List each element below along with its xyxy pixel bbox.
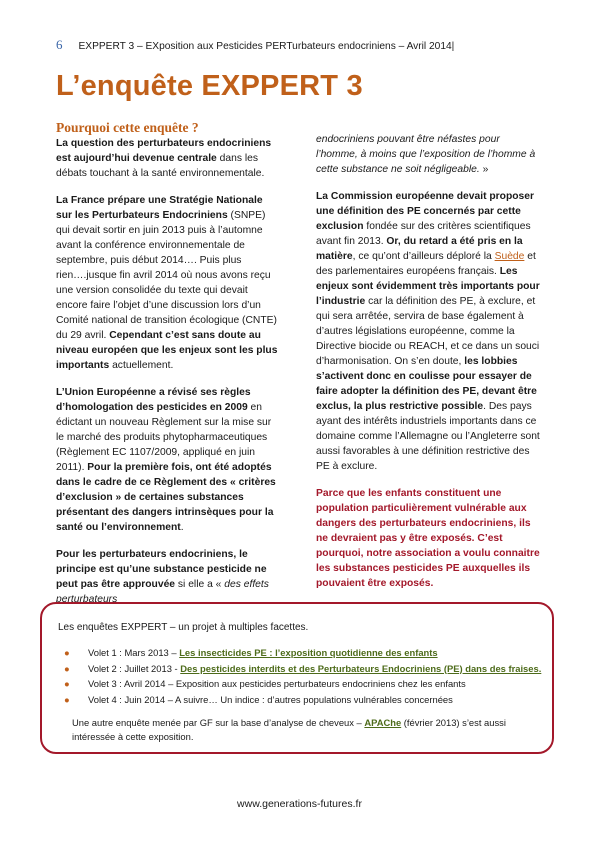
bullet-icon: ● bbox=[64, 678, 70, 689]
list-item bbox=[64, 646, 544, 662]
p1-bold: La question des perturbateurs endocriniens est aujourd’hui devenue centrale bbox=[56, 138, 272, 164]
quote-end: » bbox=[479, 164, 489, 175]
p2-bold-b: Cependant c’est sans doute au niveau européen que les enjeux sont les plus importants bbox=[56, 330, 278, 371]
bullet-icon: ● bbox=[64, 647, 70, 658]
left-column bbox=[56, 120, 281, 619]
r-text-b: , ce qu’ont d’ailleurs déploré la bbox=[352, 251, 495, 262]
p2-text-b: actuellement. bbox=[109, 360, 174, 371]
p2-bold-a: La France prépare une Stratégie Nationale sur les Perturbateurs Endocriniens bbox=[56, 195, 263, 221]
r-text-e: . Des pays ayant des intérêts industriels importants dans ce domaine comme l’Allemagne ou l’Angleterre sont aussi favorables à une définition restrictive des PE à exclure. bbox=[316, 401, 540, 472]
highlight-paragraph: Parce que les enfants constituent une population particulièrement vulnérable aux dangers des perturbateurs endocriniens, ils ne devraient pas y être exposés. C’est pourquoi, notre association a voulu connaitre les substances pesticides PE auxquelles ils pouvaient être exposés. bbox=[316, 488, 540, 589]
page-title: L’enquête EXPPERT 3 bbox=[56, 70, 363, 102]
right-column bbox=[316, 132, 541, 603]
list-item bbox=[64, 662, 544, 678]
volet-4-text: Volet 4 : Juin 2014 – A suivre… Un indice : d’autres populations vulnérables concernées bbox=[88, 693, 453, 705]
r-bold-d: les lobbies s’activent donc en coulisse pour essayer de faire adopter la définition des PE, devant être exclus, la plus restrictive possible bbox=[316, 356, 537, 412]
foot-text-b: (février 2013) s’est aussi intéressée à cette exposition. bbox=[72, 717, 506, 742]
paragraph-1 bbox=[56, 136, 281, 181]
p3-text-a: en édictant un nouveau Règlement sur la mise sur le marché des produits phytopharmaceutiques (Règlement EC 1107/2009, appliqué en juin 2011). bbox=[56, 402, 272, 473]
paragraph-4 bbox=[56, 547, 281, 607]
quote-italic: endocriniens pouvant être néfastes pour l’homme, à moins que l’exposition de l’homme à cette substance ne soit négligeable. bbox=[316, 134, 536, 175]
foot-text-a: Une autre enquête menée par GF sur la base d’analyse de cheveux – bbox=[72, 717, 365, 728]
r-bold-b: Or, du retard a été pris en la matière bbox=[316, 236, 523, 262]
running-header bbox=[56, 37, 556, 53]
volet-3-text: Volet 3 : Avril 2014 – Exposition aux pesticides perturbateurs endocriniens chez les enfants bbox=[88, 678, 466, 689]
p4-text: si elle a « bbox=[175, 579, 225, 590]
paragraph-2 bbox=[56, 193, 281, 373]
volet-list bbox=[64, 646, 544, 708]
box-intro: Les enquêtes EXPPERT – un projet à multiples facettes. bbox=[58, 622, 309, 633]
volet-2-prefix: Volet 2 : Juillet 2013 - bbox=[88, 662, 181, 674]
p1-text: dans les débats touchant à la santé environnementale. bbox=[56, 153, 265, 179]
bullet-icon: ● bbox=[64, 693, 70, 705]
r-text-d: car la définition des PE, à exclure, et qui sera arrêtée, servira de base également à d’autres législations européenne, comme la Directive biocide ou REACH, et ce dans un souci d’harmonisation. On s’en doute, bbox=[316, 296, 540, 367]
quote-continuation bbox=[316, 132, 541, 177]
footer-url: www.generations-futures.fr bbox=[237, 798, 362, 810]
volet-1-prefix: Volet 1 : Mars 2013 – bbox=[88, 647, 180, 658]
running-title: EXPPERT 3 – EXposition aux Pesticides PERTurbateurs endocriniens – Avril 2014| bbox=[78, 41, 455, 52]
paragraph-commission bbox=[316, 189, 541, 474]
p3-text-b: . bbox=[180, 522, 184, 533]
volet-2-link[interactable]: Des pesticides interdits et des Perturbateurs Endocriniens (PE) dans des fraises. bbox=[180, 662, 542, 674]
apache-link[interactable]: APAChe bbox=[364, 717, 402, 728]
list-item bbox=[64, 693, 544, 709]
r-text-c: et des parlementaires européens français. bbox=[316, 251, 536, 277]
section-subheading: Pourquoi cette enquête ? bbox=[56, 120, 199, 135]
list-item bbox=[64, 677, 544, 693]
r-bold-c: Les enjeux sont évidemment très importants pour l’industrie bbox=[316, 266, 540, 307]
volet-1-link[interactable]: Les insecticides PE : l’exposition quotidienne des enfants bbox=[179, 647, 438, 658]
p2-text-a: (SNPE) qui devait sortir en juin 2013 puis à l’automne avant la conférence environnementale de septembre, puis début 2014…. Puis plus rien….jusque fin avril 2014 où nous avons reçu une version consolidée du texte qui devait encore faire l’objet d’une discussion lors d’un Comité national de transition écologique (CNTE) du 29 avril. bbox=[56, 210, 277, 341]
p4-bold: Pour les perturbateurs endocriniens, le principe est qu’une substance pesticide ne peut pas être approuvée bbox=[56, 549, 267, 590]
r-text-a: fondée sur des critères scientifiques avant fin 2013. bbox=[316, 221, 531, 247]
p4-italic: des effets perturbateurs bbox=[56, 579, 269, 605]
page-number: 6 bbox=[56, 37, 63, 52]
p3-bold-a: L’Union Européenne a révisé ses règles d’homologation des pesticides en 2009 bbox=[56, 387, 251, 413]
suede-link[interactable]: Suède bbox=[494, 251, 525, 262]
box-footnote bbox=[72, 716, 542, 744]
bullet-icon: ● bbox=[64, 662, 70, 674]
exppert-info-box bbox=[40, 602, 554, 754]
r-bold-a: La Commission européenne devait proposer une définition des PE concernés par cette exclusion bbox=[316, 191, 534, 232]
p3-bold-b: Pour la première fois, ont été adoptés dans le cadre de ce Règlement des « critères d’exclusion » de certaines substances présentant des dangers intrinsèques pour la santé ou l’environnement bbox=[56, 462, 276, 533]
paragraph-3 bbox=[56, 385, 281, 535]
